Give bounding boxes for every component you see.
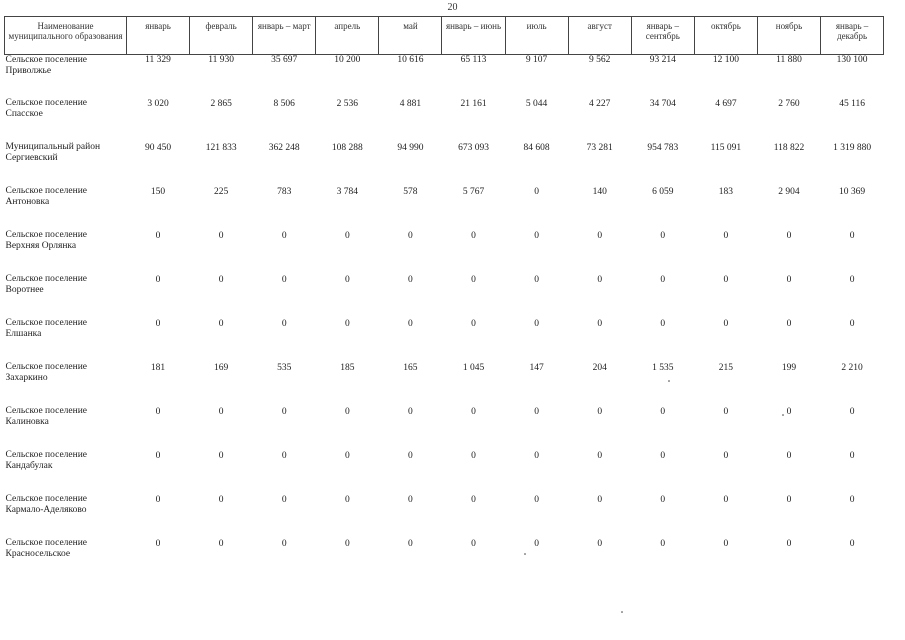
table-cell: 0: [660, 451, 666, 461]
table-cell: 0: [408, 407, 413, 417]
table-cell: 204: [592, 363, 607, 373]
table-cell: 121 833: [205, 143, 237, 153]
column-header-january-september: январь – сентябрь: [631, 17, 694, 55]
table-cell: 0: [723, 231, 729, 241]
table-row: [5, 185, 884, 229]
table-cell: 0: [471, 451, 476, 461]
scan-speck: [668, 380, 670, 382]
row-name-line: Воротнее: [5, 285, 44, 295]
table-cell: 0: [218, 319, 224, 329]
column-header-january-march: январь – март: [253, 17, 316, 55]
table-cell: 0: [155, 451, 161, 461]
table-cell: 0: [660, 231, 666, 241]
table-cell: 130 100: [836, 55, 868, 65]
table-cell: 185: [340, 363, 355, 373]
row-name-line: Сельское поселение: [5, 55, 88, 65]
column-header-february: февраль: [190, 17, 253, 55]
table-cell: 12 100: [712, 55, 739, 65]
table-row: [5, 449, 884, 493]
table-cell: 108 288: [331, 143, 363, 153]
table-cell: 0: [281, 495, 287, 505]
table-cell: 0: [155, 495, 161, 505]
table-cell: 0: [344, 495, 350, 505]
table-cell: 34 704: [649, 99, 676, 109]
table-cell: 0: [534, 275, 539, 285]
column-header-name: Наименование муниципального образования: [5, 17, 127, 55]
column-header-november: ноябрь: [757, 17, 820, 55]
row-name-line: Захаркино: [5, 373, 48, 383]
row-name-line: Красносельское: [5, 549, 71, 559]
row-name-line: Сельское поселение: [5, 406, 88, 416]
table-row: [5, 141, 884, 185]
table-cell: 35 697: [271, 55, 298, 65]
table-cell: 0: [660, 319, 666, 329]
table-cell: 0: [534, 319, 539, 329]
table-cell: 0: [660, 407, 666, 417]
table-cell: 362 248: [268, 143, 300, 153]
table-cell: 0: [218, 275, 224, 285]
table-cell: 90 450: [144, 143, 172, 153]
table-cell: 0: [344, 319, 350, 329]
table-header-row: [5, 17, 884, 55]
table-cell: 0: [849, 407, 855, 417]
table-cell: 6 059: [652, 187, 674, 197]
table-cell: 0: [281, 407, 287, 417]
table-cell: 0: [597, 539, 603, 549]
row-name-cell: [5, 97, 127, 141]
table-cell: 5 767: [462, 187, 485, 197]
table-cell: 0: [408, 319, 413, 329]
table-cell: 954 783: [647, 143, 679, 153]
row-name-cell: [5, 449, 127, 493]
table-cell: 0: [534, 407, 539, 417]
table-cell: 0: [218, 407, 224, 417]
table-row: [5, 273, 884, 317]
row-name-line: Сельское поселение: [5, 362, 88, 372]
table-cell: 0: [534, 187, 539, 197]
row-name-cell: [5, 55, 127, 98]
table-cell: 0: [155, 539, 161, 549]
table-cell: 0: [408, 539, 413, 549]
table-cell: 0: [723, 539, 729, 549]
row-name-line: Сергиевский: [5, 153, 58, 163]
table-cell: 1 535: [652, 363, 674, 373]
table-cell: 5 044: [525, 99, 548, 109]
table-cell: 21 161: [460, 99, 487, 109]
table-row: [5, 55, 884, 98]
table-cell: 0: [344, 231, 350, 241]
row-name-cell: [5, 273, 127, 317]
scan-speck: [621, 611, 623, 613]
table-cell: 673 093: [458, 143, 489, 153]
table-cell: 0: [218, 539, 224, 549]
table-cell: 0: [660, 275, 666, 285]
table-cell: 0: [344, 451, 350, 461]
table-cell: 0: [471, 495, 476, 505]
row-name-line: Сельское поселение: [5, 274, 88, 284]
table-cell: 147: [529, 363, 544, 373]
table-cell: 65 113: [460, 55, 487, 65]
table-body: [5, 55, 884, 582]
table-cell: 0: [534, 539, 539, 549]
table-cell: 0: [281, 451, 287, 461]
table-cell: 0: [723, 407, 729, 417]
column-header-april: апрель: [316, 17, 379, 55]
table-cell: 0: [849, 231, 855, 241]
table-cell: 0: [723, 275, 729, 285]
row-name-cell: [5, 405, 127, 449]
table-cell: 0: [597, 319, 603, 329]
table-cell: 0: [786, 451, 792, 461]
table-cell: 9 562: [589, 55, 611, 65]
table-cell: 0: [218, 451, 224, 461]
table-cell: 10 200: [334, 55, 361, 65]
table-cell: 0: [344, 407, 350, 417]
table-row: [5, 361, 884, 405]
row-name-line: Муниципальный район: [5, 142, 101, 152]
column-header-may: май: [379, 17, 442, 55]
row-name-line: Спасское: [5, 109, 43, 119]
table-cell: 0: [408, 451, 413, 461]
table-row: [5, 317, 884, 361]
row-name-cell: [5, 229, 127, 273]
table-cell: 0: [281, 275, 287, 285]
table-cell: 0: [597, 407, 603, 417]
column-header-january-june: январь – июнь: [442, 17, 505, 55]
scan-speck: [782, 414, 784, 416]
column-header-january-december: январь – декабрь: [821, 17, 884, 55]
table-cell: 0: [660, 539, 666, 549]
table-cell: 2 865: [210, 99, 232, 109]
table-cell: 0: [281, 319, 287, 329]
table-cell: 0: [786, 495, 792, 505]
table-row: [5, 229, 884, 273]
table-cell: 0: [471, 231, 476, 241]
table-cell: 0: [155, 407, 161, 417]
table-cell: 0: [849, 319, 855, 329]
table-cell: 0: [597, 231, 603, 241]
table-cell: 11 880: [776, 55, 802, 65]
row-name-line: Сельское поселение: [5, 230, 88, 240]
table-cell: 0: [155, 231, 161, 241]
table-cell: 4 227: [589, 99, 611, 109]
column-header-july: июль: [505, 17, 568, 55]
table-cell: 93 214: [649, 55, 676, 65]
table-cell: 183: [718, 187, 734, 197]
table-cell: 165: [403, 363, 418, 373]
table-cell: 1 045: [462, 363, 485, 373]
table-cell: 0: [723, 319, 729, 329]
table-cell: 0: [408, 231, 413, 241]
table-cell: 11 329: [145, 55, 171, 65]
table-cell: 0: [408, 275, 413, 285]
table-cell: 0: [597, 495, 603, 505]
column-header-august: август: [568, 17, 631, 55]
table-cell: 0: [155, 319, 161, 329]
table-cell: 0: [471, 539, 476, 549]
table-cell: 2 904: [778, 187, 800, 197]
table-cell: 2 210: [841, 363, 863, 373]
table-cell: 0: [344, 539, 350, 549]
row-name-line: Елшанка: [5, 329, 42, 339]
table-cell: 140: [592, 187, 607, 197]
table-cell: 783: [277, 187, 292, 197]
table-cell: 3 020: [147, 99, 169, 109]
row-name-line: Калиновка: [5, 417, 49, 427]
row-name-cell: [5, 361, 127, 405]
table-cell: 225: [214, 187, 229, 197]
table-cell: 215: [718, 363, 734, 373]
table-cell: 84 608: [523, 143, 550, 153]
table-cell: 4 881: [399, 99, 422, 109]
table-cell: 8 506: [273, 99, 295, 109]
table-cell: 0: [849, 495, 855, 505]
table-cell: 11 930: [208, 55, 235, 65]
row-name-cell: [5, 317, 127, 361]
row-name-line: Сельское поселение: [5, 450, 88, 460]
row-name-line: Сельское поселение: [5, 318, 88, 328]
table-cell: 9 107: [525, 55, 548, 65]
table-cell: 0: [534, 451, 539, 461]
table-cell: 0: [723, 451, 729, 461]
column-header-january: январь: [127, 17, 190, 55]
table-cell: 0: [534, 231, 539, 241]
table-cell: 73 281: [586, 143, 613, 153]
data-table: [4, 16, 884, 581]
table-cell: 115 091: [710, 143, 742, 153]
table-cell: 0: [408, 495, 413, 505]
table-cell: 169: [214, 363, 229, 373]
table-cell: 4 697: [715, 99, 737, 109]
column-header-october: октябрь: [694, 17, 757, 55]
row-name-line: Кандабулак: [5, 461, 53, 471]
row-name-line: Сельское поселение: [5, 98, 88, 108]
table-cell: 0: [471, 407, 476, 417]
table-cell: 0: [786, 231, 792, 241]
table-cell: 0: [660, 495, 666, 505]
table-cell: 0: [344, 275, 350, 285]
table-cell: 578: [403, 187, 418, 197]
table-row: [5, 405, 884, 449]
row-name-line: Кармало-Аделяково: [5, 505, 87, 515]
table-cell: 0: [471, 275, 476, 285]
table-cell: 118 822: [773, 143, 805, 153]
table-cell: 0: [534, 495, 539, 505]
row-name-cell: [5, 141, 127, 185]
row-name-line: Приволжье: [5, 66, 52, 76]
row-name-line: Антоновка: [5, 197, 50, 207]
table-cell: 2 536: [336, 99, 359, 109]
table-cell: 0: [786, 275, 792, 285]
table-row: [5, 493, 884, 537]
table-cell: 0: [786, 319, 792, 329]
table-cell: 0: [786, 407, 792, 417]
row-name-cell: [5, 493, 127, 537]
page-number: 20: [447, 2, 458, 13]
table-cell: 0: [281, 231, 287, 241]
table-cell: 0: [218, 231, 224, 241]
table-cell: 535: [277, 363, 292, 373]
table-cell: 181: [150, 363, 166, 373]
table-cell: 0: [849, 539, 855, 549]
table-row: [5, 97, 884, 141]
row-name-line: Сельское поселение: [5, 538, 88, 548]
table-row: [5, 537, 884, 581]
table-cell: 94 990: [397, 143, 424, 153]
table-cell: 0: [849, 275, 855, 285]
table-cell: 150: [150, 187, 166, 197]
table-cell: 2 760: [778, 99, 800, 109]
table-cell: 0: [849, 451, 855, 461]
table-cell: 0: [218, 495, 224, 505]
row-name-cell: [5, 185, 127, 229]
table-cell: 0: [281, 539, 287, 549]
table-cell: 0: [155, 275, 161, 285]
row-name-line: Сельское поселение: [5, 186, 88, 196]
row-name-line: Сельское поселение: [5, 494, 88, 504]
table-cell: 45 116: [839, 99, 865, 109]
table-cell: 3 784: [336, 187, 359, 197]
document-sheet: [4, 16, 884, 581]
table-cell: 10 616: [397, 55, 424, 65]
scan-speck: [524, 553, 526, 555]
table-cell: 199: [781, 363, 797, 373]
table-cell: 0: [597, 451, 603, 461]
table-cell: 0: [471, 319, 476, 329]
table-cell: 0: [597, 275, 603, 285]
table-cell: 10 369: [839, 187, 866, 197]
table-cell: 0: [723, 495, 729, 505]
row-name-line: Верхняя Орлянка: [5, 241, 77, 251]
table-cell: 1 319 880: [833, 143, 872, 153]
table-cell: 0: [786, 539, 792, 549]
row-name-cell: [5, 537, 127, 581]
